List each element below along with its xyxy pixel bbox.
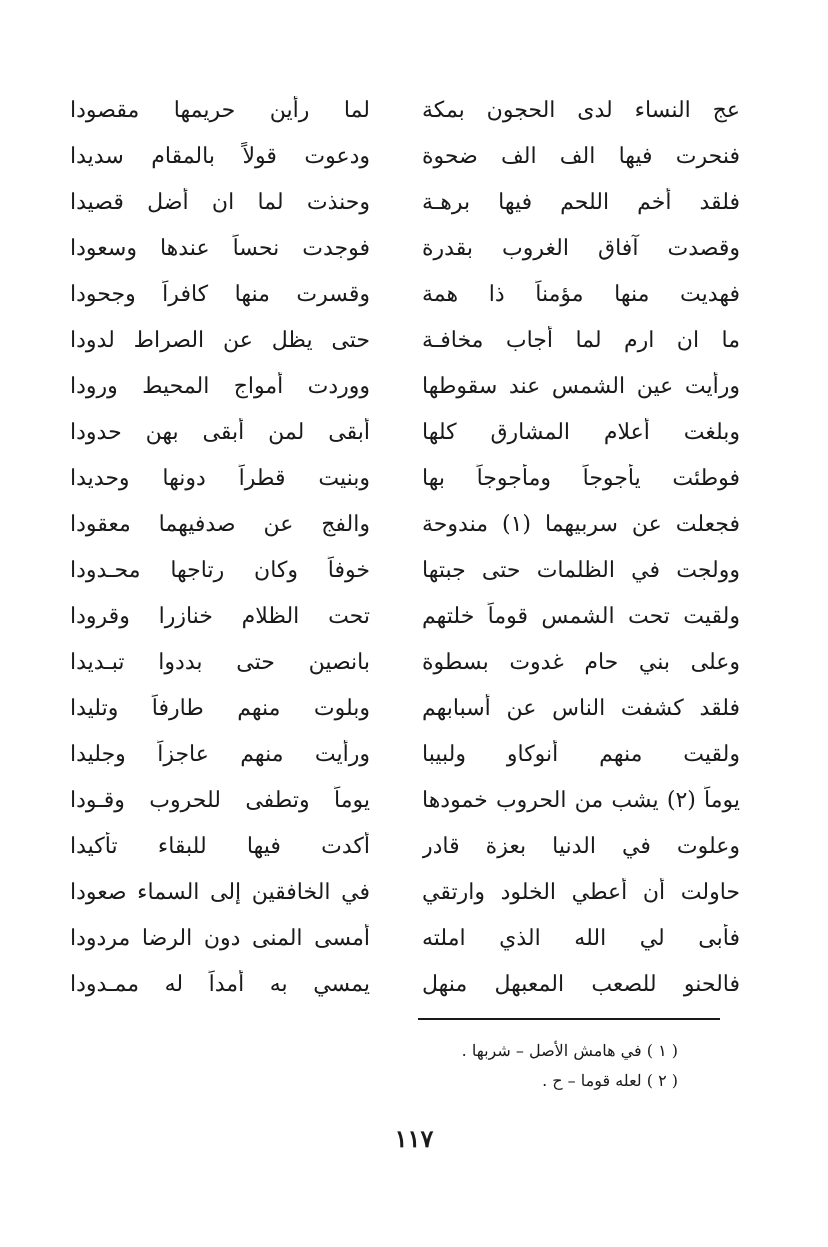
second-hemistich: وقسرت منها كافراً وجحودا bbox=[70, 282, 370, 307]
second-hemistich: خوفاً وكان رتاجها محـدودا bbox=[70, 558, 370, 583]
verse-line bbox=[50, 916, 740, 962]
verse-line bbox=[50, 272, 740, 318]
second-hemistich: فوجدت نحساً عندها وسعودا bbox=[70, 236, 370, 261]
first-hemistich: وبلغت أعلام المشارق كلها bbox=[422, 420, 740, 445]
first-hemistich: عج النساء لدى الحجون بمكة bbox=[422, 98, 740, 123]
verse-line bbox=[50, 732, 740, 778]
first-hemistich: فنحرت فيها الف الف ضحوة bbox=[422, 144, 740, 169]
second-hemistich: أمسى المنى دون الرضا مردودا bbox=[70, 926, 370, 951]
first-hemistich: فأبى لي الله الذي املته bbox=[422, 926, 740, 951]
second-hemistich: ووردت أمواج المحيط ورودا bbox=[70, 374, 370, 399]
second-hemistich: في الخافقين إلى السماء صعودا bbox=[70, 880, 370, 905]
first-hemistich: وولجت في الظلمات حتى جبتها bbox=[422, 558, 740, 583]
verse-line bbox=[50, 778, 740, 824]
second-hemistich: أكدت فيها للبقاء تأكيدا bbox=[70, 834, 370, 859]
second-hemistich: وبنيت قطراً دونها وحديدا bbox=[70, 466, 370, 491]
verse-line bbox=[50, 502, 740, 548]
second-hemistich: والفج عن صدفيهما معقودا bbox=[70, 512, 370, 537]
first-hemistich: حاولت أن أعطي الخلود وارتقي bbox=[422, 880, 740, 905]
footnote-divider bbox=[418, 1018, 720, 1020]
verse-line bbox=[50, 548, 740, 594]
footnote-1: ( ١ ) في هامش الأصل – شربها . bbox=[461, 1041, 678, 1060]
verse-line bbox=[50, 686, 740, 732]
verse-line bbox=[50, 410, 740, 456]
second-hemistich: ورأيت منهم عاجزاً وجليدا bbox=[70, 742, 370, 767]
footnotes bbox=[360, 1036, 678, 1096]
verse-line bbox=[50, 226, 740, 272]
first-hemistich: ولقيت منهم أنوكاو ولبيبا bbox=[422, 742, 740, 767]
verse-line bbox=[50, 318, 740, 364]
first-hemistich: ورأيت عين الشمس عند سقوطها bbox=[422, 374, 740, 399]
second-hemistich: وحنذت لما ان أضل قصيدا bbox=[70, 190, 370, 215]
verse-line bbox=[50, 88, 740, 134]
first-hemistich: ما ان ارم لما أجاب مخافـة bbox=[422, 328, 740, 353]
first-hemistich: وعلوت في الدنيا بعزة قادر bbox=[422, 834, 740, 859]
first-hemistich: فلقد كشفت الناس عن أسبابهم bbox=[422, 696, 740, 721]
first-hemistich: ولقيت تحت الشمس قوماً خلتهم bbox=[422, 604, 740, 629]
first-hemistich: فلقد أخم اللحم فيها برهـة bbox=[422, 190, 740, 215]
second-hemistich: لما رأين حريمها مقصودا bbox=[70, 98, 370, 123]
first-hemistich: يوماً (٢) يشب من الحروب خمودها bbox=[422, 788, 740, 813]
page-number: ١١٧ bbox=[394, 1124, 434, 1153]
verse-line bbox=[50, 364, 740, 410]
first-hemistich: وعلى بني حام غدوت بسطوة bbox=[422, 650, 740, 675]
first-hemistich: فوطئت يأجوجاً ومأجوجاً بها bbox=[422, 466, 740, 491]
second-hemistich: أبقى لمن أبقى بهن حدودا bbox=[70, 420, 370, 445]
verse-line bbox=[50, 962, 740, 1008]
verse-line bbox=[50, 456, 740, 502]
first-hemistich: وقصدت آفاق الغروب بقدرة bbox=[422, 236, 740, 261]
first-hemistich: فجعلت عن سربيهما (١) مندوحة bbox=[422, 512, 740, 537]
second-hemistich: يمسي به أمداً له ممـدودا bbox=[70, 972, 370, 997]
verse-line bbox=[50, 180, 740, 226]
first-hemistich: فهديت منها مؤمناً ذا همة bbox=[422, 282, 740, 307]
verse-line bbox=[50, 870, 740, 916]
footnote-2: ( ٢ ) لعله قوما – ح . bbox=[542, 1071, 678, 1090]
verse-line bbox=[50, 134, 740, 180]
second-hemistich: بانصين حتى بددوا تبـديدا bbox=[70, 650, 370, 675]
poem bbox=[50, 88, 740, 1008]
second-hemistich: تحت الظلام خنازرا وقرودا bbox=[70, 604, 370, 629]
second-hemistich: يوماً وتطفى للحروب وقـودا bbox=[70, 788, 370, 813]
second-hemistich: وبلوت منهم طارفاً وتليدا bbox=[70, 696, 370, 721]
verse-line bbox=[50, 594, 740, 640]
verse-line bbox=[50, 824, 740, 870]
first-hemistich: فالحنو للصعب المعبهل منهل bbox=[422, 972, 740, 997]
second-hemistich: حتى يظل عن الصراط لدودا bbox=[70, 328, 370, 353]
verse-line bbox=[50, 640, 740, 686]
second-hemistich: ودعوت قولاً بالمقام سديدا bbox=[70, 144, 370, 169]
